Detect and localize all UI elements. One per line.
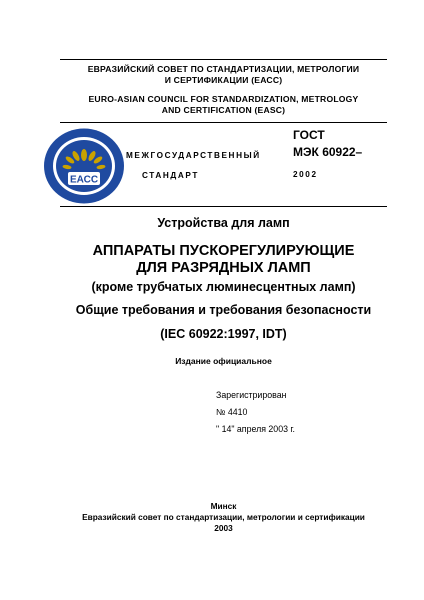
footer-city: Минск <box>210 501 237 511</box>
header-en-line1: EURO-ASIAN COUNCIL FOR STANDARDIZATION, METROLOGY <box>88 94 359 104</box>
title-main <box>40 243 407 277</box>
registration-number: № 4410 <box>216 407 248 417</box>
header-rule <box>60 122 387 123</box>
easc-emblem <box>43 127 125 205</box>
header-en <box>60 94 387 116</box>
footer-publisher: Евразийский совет по стандартизации, метрологии и сертификации <box>82 512 365 522</box>
standard-type-line2: СТАНДАРТ <box>142 171 199 180</box>
header-ru-line2: И СЕРТИФИКАЦИИ (ЕАСС) <box>164 75 283 85</box>
title-subtitle: Общие требования и требования безопасности <box>75 303 372 317</box>
title-main-line2: ДЛЯ РАЗРЯДНЫХ ЛАМП <box>136 260 311 276</box>
footer <box>30 501 417 534</box>
registration-label: Зарегистрирован <box>216 390 287 400</box>
block-rule <box>60 206 387 207</box>
title-category: Устройства для ламп <box>157 216 290 230</box>
top-rule <box>60 59 387 60</box>
title-iec-ref: (IEC 60922:1997, IDT) <box>160 327 287 341</box>
easc-logo-icon <box>43 127 125 205</box>
gost-number: МЭК 60922– <box>293 145 363 159</box>
title-main-line1: АППАРАТЫ ПУСКОРЕГУЛИРУЮЩИЕ <box>92 243 355 259</box>
gost-year: 2002 <box>293 170 318 179</box>
title-main-line3: (кроме трубчатых люминесцентных ламп) <box>91 280 356 294</box>
header-ru <box>60 64 387 86</box>
registration-block <box>216 387 295 438</box>
header-en-line2: AND CERTIFICATION (EASC) <box>161 105 286 115</box>
gost-label: ГОСТ <box>293 128 325 142</box>
header-ru-line1: ЕВРАЗИЙСКИЙ СОВЕТ ПО СТАНДАРТИЗАЦИИ, МЕТРОЛОГИИ <box>87 64 360 74</box>
footer-year: 2003 <box>214 523 233 533</box>
standard-type-line1: МЕЖГОСУДАРСТВЕННЫЙ <box>126 151 261 160</box>
edition-label: Издание официальное <box>175 356 272 366</box>
registration-date: " 14" апреля 2003 г. <box>216 424 295 434</box>
emblem-label: ЕАСС <box>69 174 99 186</box>
